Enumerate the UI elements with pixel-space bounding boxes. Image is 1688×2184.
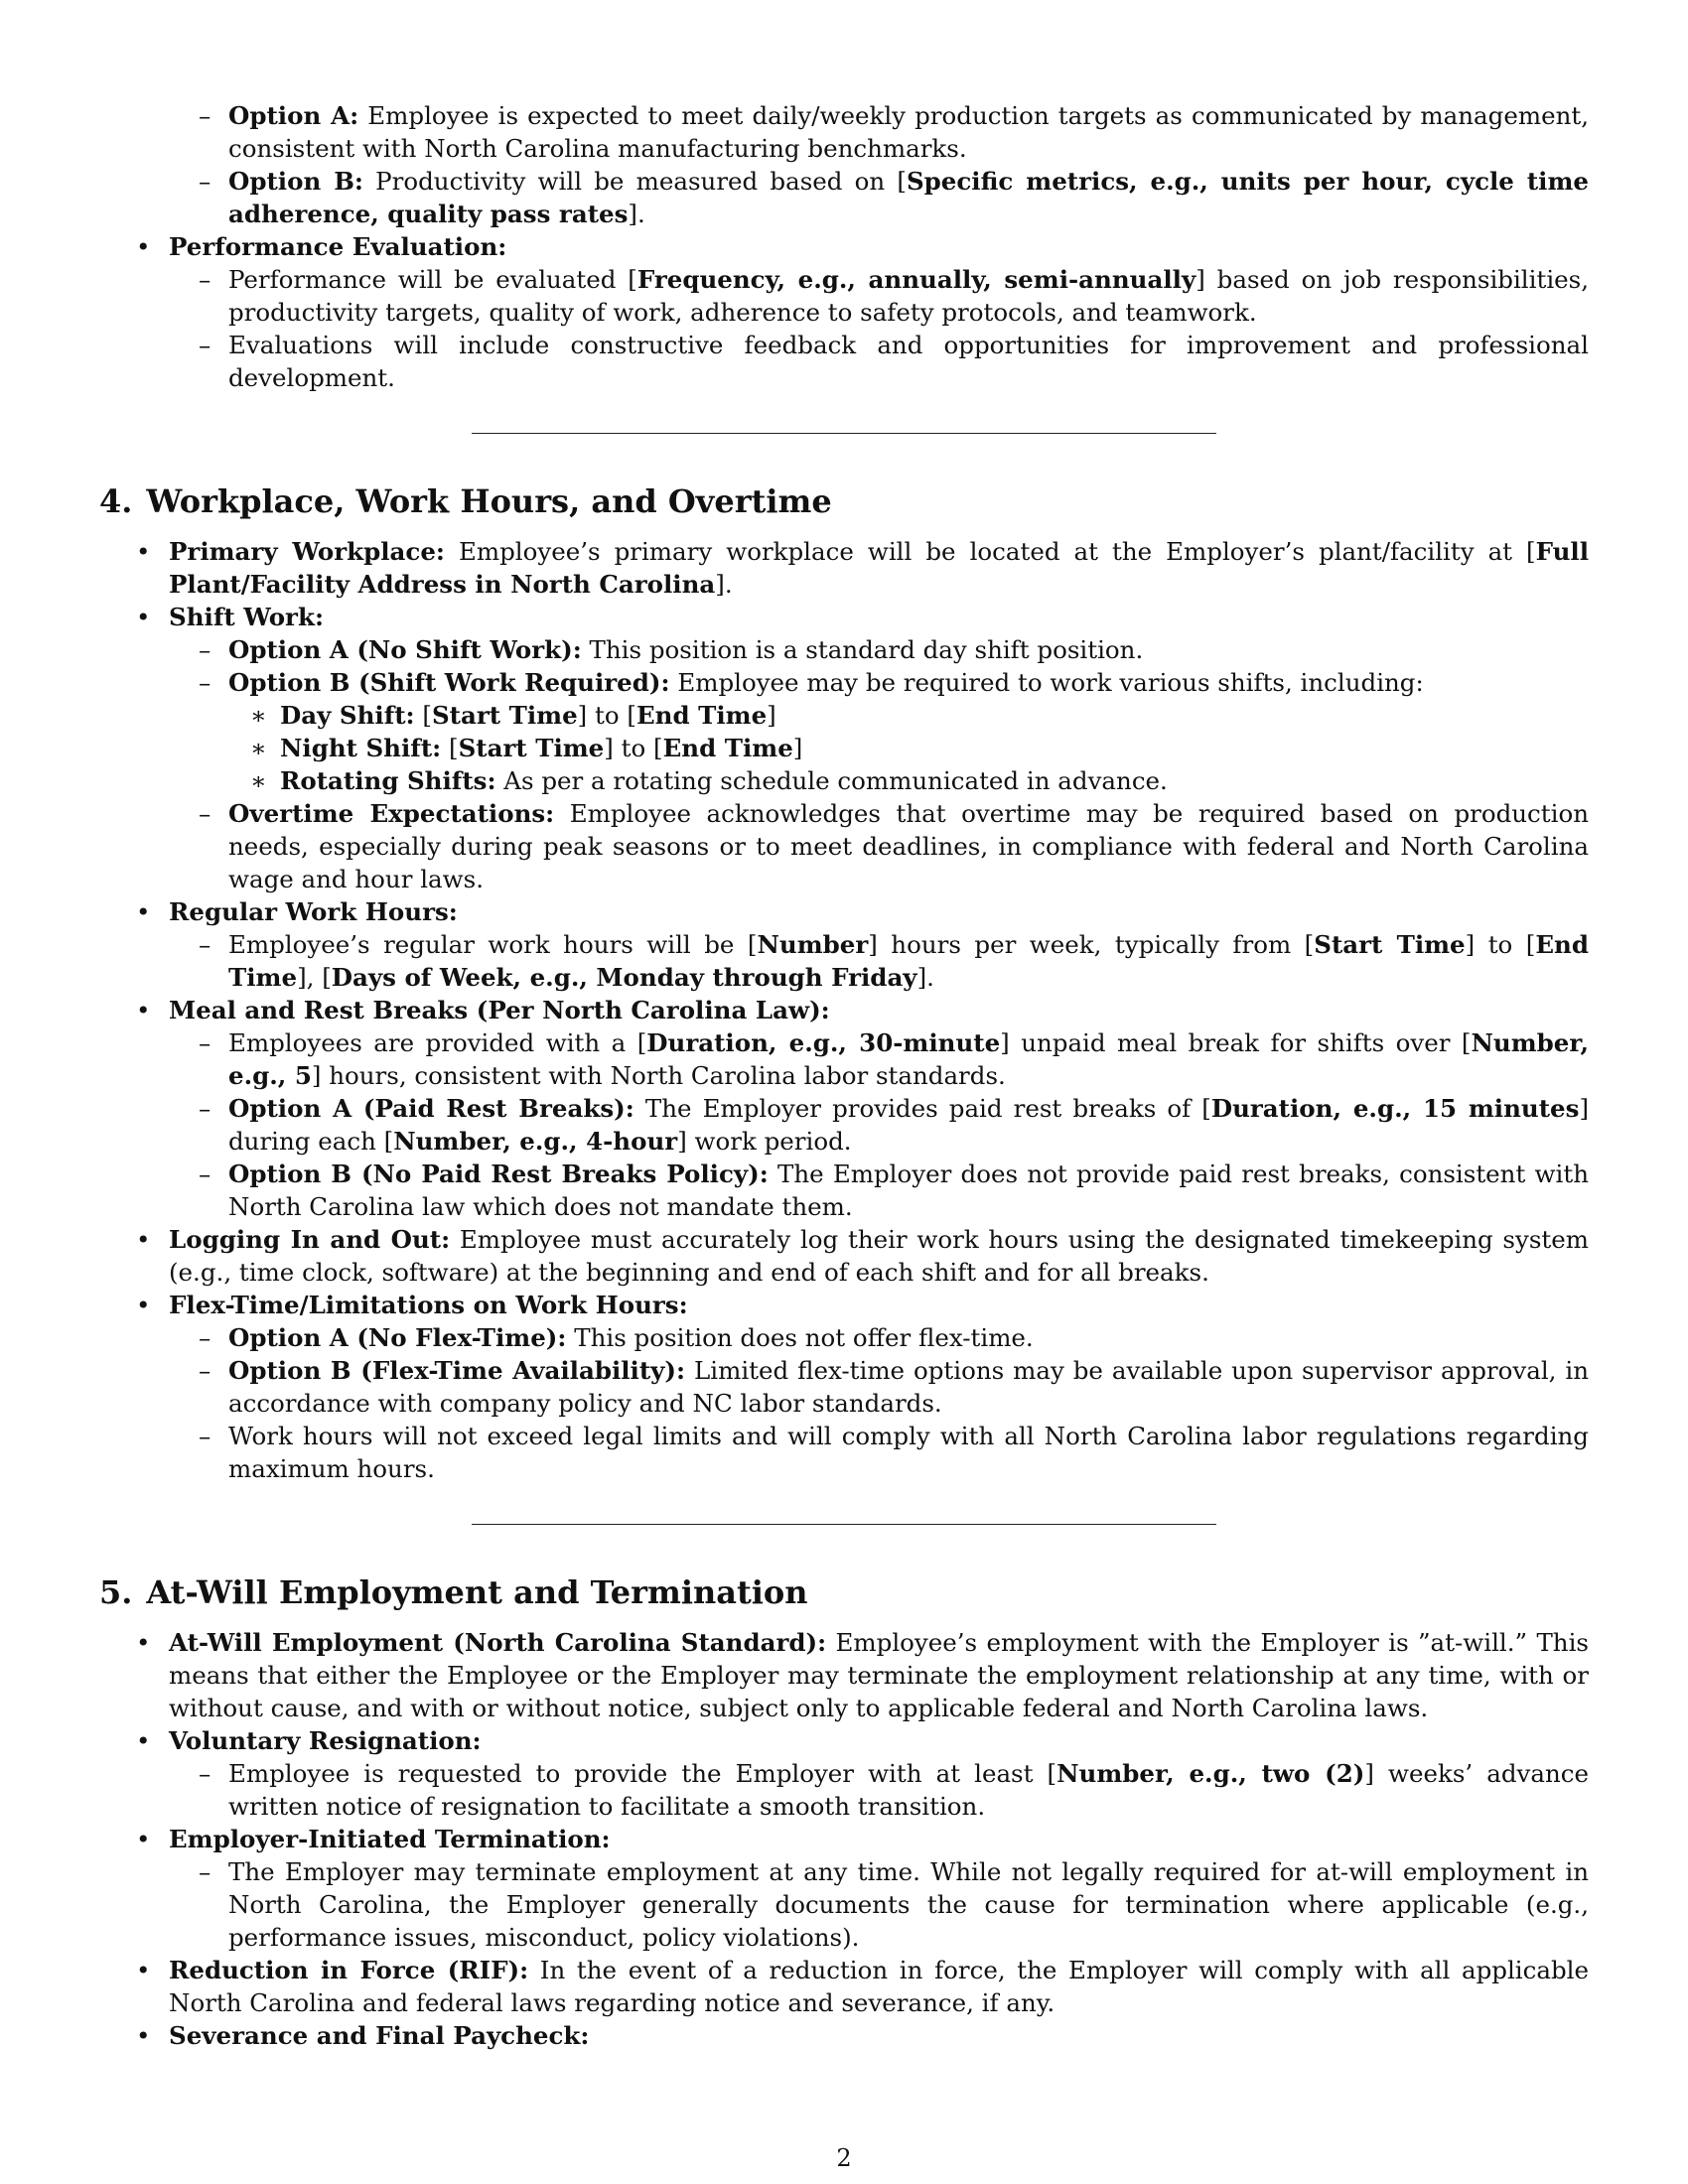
list-item: – Employee is requested to provide the Employer with at least [Number, e.g., two (2)] weeks’ advance written notice of resignation to facilitate a smooth transition. xyxy=(169,1757,1589,1823)
list-item: – Option A: Employee is expected to meet daily/weekly production targets as communicated by management, consistent with North Carolina manufacturing benchmarks. xyxy=(169,99,1589,165)
list-item: – Work hours will not exceed legal limits and will comply with all North Carolina labor regulations regarding maximum hours. xyxy=(169,1420,1589,1485)
section-heading-4: 4. Workplace, Work Hours, and Overtime xyxy=(99,482,832,520)
list-item: ∗ Night Shift: [Start Time] to [End Time] xyxy=(228,732,1589,764)
list-item: • Employer-Initiated Termination: – The Employer may terminate employment at any time. While not legally required for at-will employment in North Carolina, the Employer generally documents the cause for termination where applicable (e.g., performance issues, misconduct, policy violations). xyxy=(99,1823,1589,1954)
list-item: – Option A (No Shift Work): This position is a standard day shift position. xyxy=(169,633,1589,666)
list-item: – Option B (Flex-Time Availability): Limited flex-time options may be available upon supervisor approval, in accordance with company policy and NC labor standards. xyxy=(169,1354,1589,1420)
list-item: – Option B (Shift Work Required): Employee may be required to work various shifts, including: ∗ Day Shift: [Start Time] to [End Time] ∗ Night Shift: [Start Time] to [End Time] ∗ Rotating Shifts: As per a rotating schedule communicated in advance. xyxy=(169,666,1589,797)
section-divider xyxy=(472,1524,1216,1525)
section-heading-5: 5. At-Will Employment and Termination xyxy=(99,1573,808,1611)
list-item: – Performance will be evaluated [Frequency, e.g., annually, semi-annually] based on job responsibilities, productivity targets, quality of work, adherence to safety protocols, and teamwork. xyxy=(169,263,1589,329)
list-item: – Evaluations will include constructive feedback and opportunities for improvement and professional development. xyxy=(169,329,1589,394)
list-item: • Flex-Time/Limitations on Work Hours: – Option A (No Flex-Time): This position does not offer flex-time. – Option B (Flex-Time Availability): Limited flex-time options may be available upon supervisor approval, in accordance with company policy and NC labor standards. – Work hours will not exceed legal limits and will comply with all North Carolina labor regulations regarding maximum hours. xyxy=(99,1289,1589,1485)
list-item: • Voluntary Resignation: – Employee is requested to provide the Employer with at least [Number, e.g., two (2)] weeks’ advance written notice of resignation to facilitate a smooth transition. xyxy=(99,1724,1589,1823)
list-item: – Option A (No Flex-Time): This position does not offer flex-time. xyxy=(169,1321,1589,1354)
list-item: – Option B: Productivity will be measured based on [Specific metrics, e.g., units per hour, cycle time adherence, quality pass rates]. xyxy=(169,165,1589,230)
list-item: • Reduction in Force (RIF): In the event of a reduction in force, the Employer will comply with all applicable North Carolina and federal laws regarding notice and severance, if any. xyxy=(99,1954,1589,2019)
list-item: – Employees are provided with a [Duration, e.g., 30-minute] unpaid meal break for shifts over [Number, e.g., 5] hours, consistent with North Carolina labor standards. xyxy=(169,1026,1589,1092)
section-4-list xyxy=(99,535,1589,1485)
list-item: • Regular Work Hours: – Employee’s regular work hours will be [Number] hours per week, typically from [Start Time] to [End Time], [Days of Week, e.g., Monday through Friday]. xyxy=(99,895,1589,994)
list-item: • Shift Work: – Option A (No Shift Work): This position is a standard day shift position. – Option B (Shift Work Required): Employee may be required to work various shifts, including: ∗ Day Shift: [Start Time] to [End Time] ∗ Night Shift: [Start Time] to [End Time] ∗ Rotating Shifts: As per a rotating schedule communicated in advance. – Overtime Expectations: Employee acknowledges that overtime may be required based on production needs, especially during peak seasons or to meet deadlines, in compliance with federal and North Carolina wage and hour laws. xyxy=(99,601,1589,895)
list-item: – Option A (Paid Rest Breaks): The Employer provides paid rest breaks of [Duration, e.g., 15 minutes] during each [Number, e.g., 4-hour] work period. xyxy=(169,1092,1589,1158)
list-item: ∗ Day Shift: [Start Time] to [End Time] xyxy=(228,699,1589,732)
list-item: – Overtime Expectations: Employee acknowledges that overtime may be required based on production needs, especially during peak seasons or to meet deadlines, in compliance with federal and North Carolina wage and hour laws. xyxy=(169,797,1589,895)
list-item: – The Employer may terminate employment at any time. While not legally required for at-will employment in North Carolina, the Employer generally documents the cause for termination where applicable (e.g., performance issues, misconduct, policy violations). xyxy=(169,1855,1589,1954)
list-item: – Employee’s regular work hours will be [Number] hours per week, typically from [Start Time] to [End Time], [Days of Week, e.g., Monday through Friday]. xyxy=(169,928,1589,994)
list-item: • Primary Workplace: Employee’s primary workplace will be located at the Employer’s plant/facility at [Full Plant/Facility Address in North Carolina]. xyxy=(99,535,1589,601)
list-item: ∗ Rotating Shifts: As per a rotating schedule communicated in advance. xyxy=(228,764,1589,797)
list-item: • Severance and Final Paycheck: xyxy=(99,2019,1589,2052)
list-item: – Option B (No Paid Rest Breaks Policy): The Employer does not provide paid rest breaks, consistent with North Carolina law which does not mandate them. xyxy=(169,1158,1589,1223)
list-item: • At-Will Employment (North Carolina Standard): Employee’s employment with the Employer is ”at-will.” This means that either the Employee or the Employer may terminate the employment relationship at any time, with or without cause, and with or without notice, subject only to applicable federal and North Carolina laws. xyxy=(99,1626,1589,1724)
list-item: • Logging In and Out: Employee must accurately log their work hours using the designated timekeeping system (e.g., time clock, software) at the beginning and end of each shift and for all breaks. xyxy=(99,1223,1589,1289)
page-number: 2 xyxy=(836,2144,852,2172)
performance-list xyxy=(99,230,1589,394)
section-5-list xyxy=(99,1626,1589,2052)
document-page xyxy=(99,99,1589,2052)
list-item: • Meal and Rest Breaks (Per North Carolina Law): – Employees are provided with a [Duration, e.g., 30-minute] unpaid meal break for shifts over [Number, e.g., 5] hours, consistent with North Carolina labor standards. – Option A (Paid Rest Breaks): The Employer provides paid rest breaks of [Duration, e.g., 15 minutes] during each [Number, e.g., 4-hour] work period. – Option B (No Paid Rest Breaks Policy): The Employer does not provide paid rest breaks, consistent with North Carolina law which does not mandate them. xyxy=(99,994,1589,1223)
section-divider xyxy=(472,433,1216,434)
productivity-options-list xyxy=(169,99,1589,230)
list-item: • Performance Evaluation: – Performance will be evaluated [Frequency, e.g., annually, semi-annually] based on job responsibilities, productivity targets, quality of work, adherence to safety protocols, and teamwork. – Evaluations will include constructive feedback and opportunities for improvement and professional development. xyxy=(99,230,1589,394)
